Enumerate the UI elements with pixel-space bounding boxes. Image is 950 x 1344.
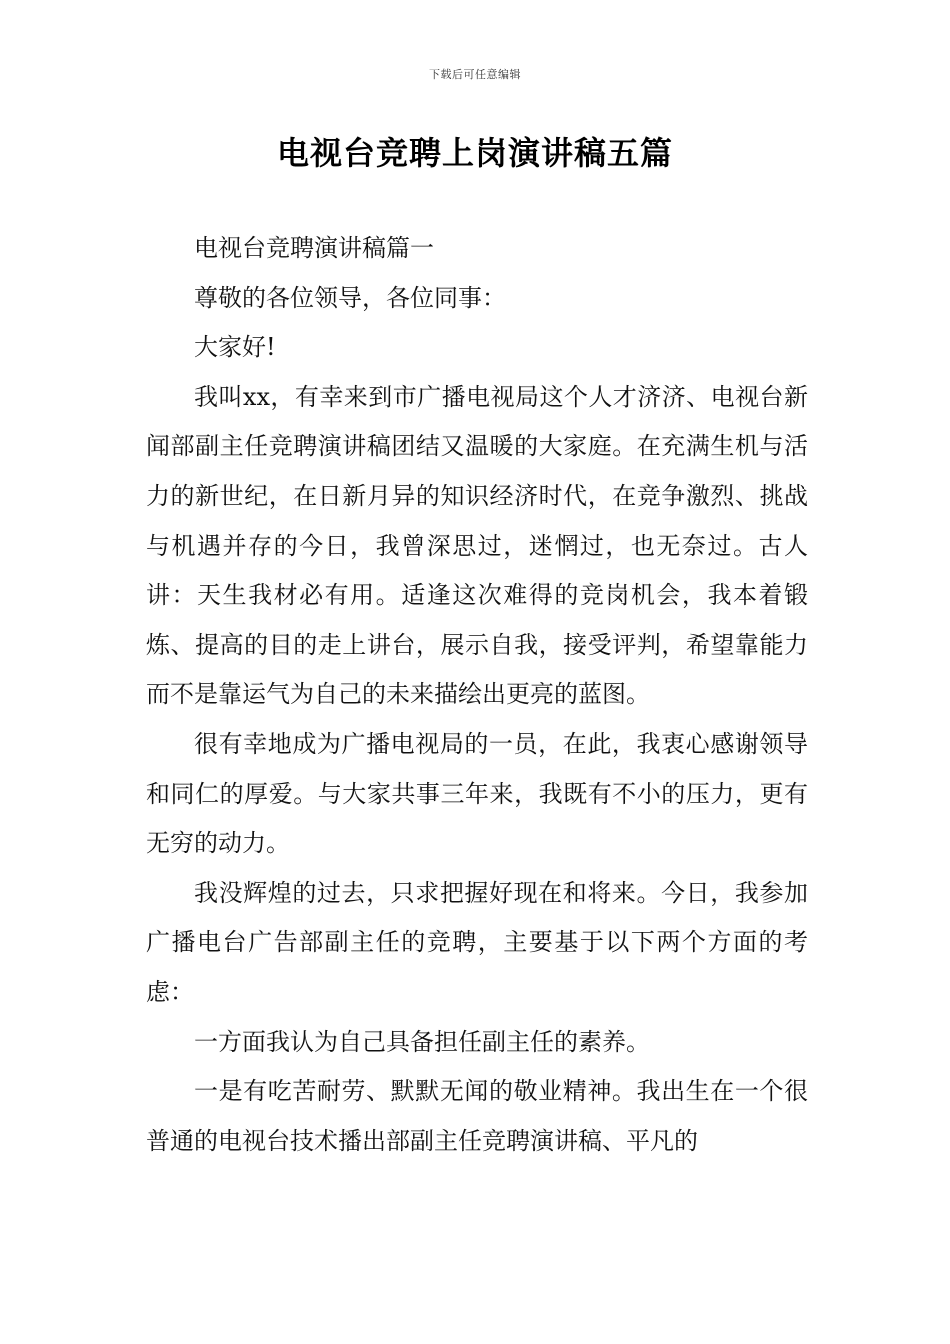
header-note: 下载后可任意编辑 [429,68,521,81]
paragraph-section-heading: 电视台竞聘演讲稿篇一 [194,234,434,262]
document-body [146,224,808,1166]
paragraph-salutation: 尊敬的各位领导，各位同事： [194,283,506,312]
paragraph-first-aspect: 一方面我认为自己具备担任副主任的素养。 [194,1027,650,1056]
paragraph-greeting: 大家好! [194,333,276,362]
paragraph-introduction: 我叫xx，有幸来到市广播电视局这个人才济济、电视台新闻部副主任竞聘演讲稿团结又温暖的大家庭。在充满生机与活力的新世纪，在日新月异的知识经济时代，在竞争激烈、挑战与机遇并存的今日，我曾深思过，迷惘过，也无奈过。古人讲：天生我材必有用。适逢这次难得的竞岗机会，我本着锻炼、提高的目的走上讲台，展示自我，接受评判，希望靠能力而不是靠运气为自己的未来描绘出更亮的蓝图。 [146,382,808,709]
paragraph-first-point: 一是有吃苦耐劳、默默无闻的敬业精神。我出生在一个很普通的电视台技术播出部副主任竞聘演讲稿、平凡的 [146,1077,808,1155]
paragraph-gratitude: 很有幸地成为广播电视局的一员，在此，我衷心感谢领导和同仁的厚爱。与大家共事三年来，我既有不小的压力，更有无穷的动力。 [146,729,808,858]
document-title: 电视台竞聘上岗演讲稿五篇 [276,134,673,172]
paragraph-motivation: 我没辉煌的过去，只求把握好现在和将来。今日，我参加广播电台广告部副主任的竞聘，主要基于以下两个方面的考虑： [146,878,808,1006]
